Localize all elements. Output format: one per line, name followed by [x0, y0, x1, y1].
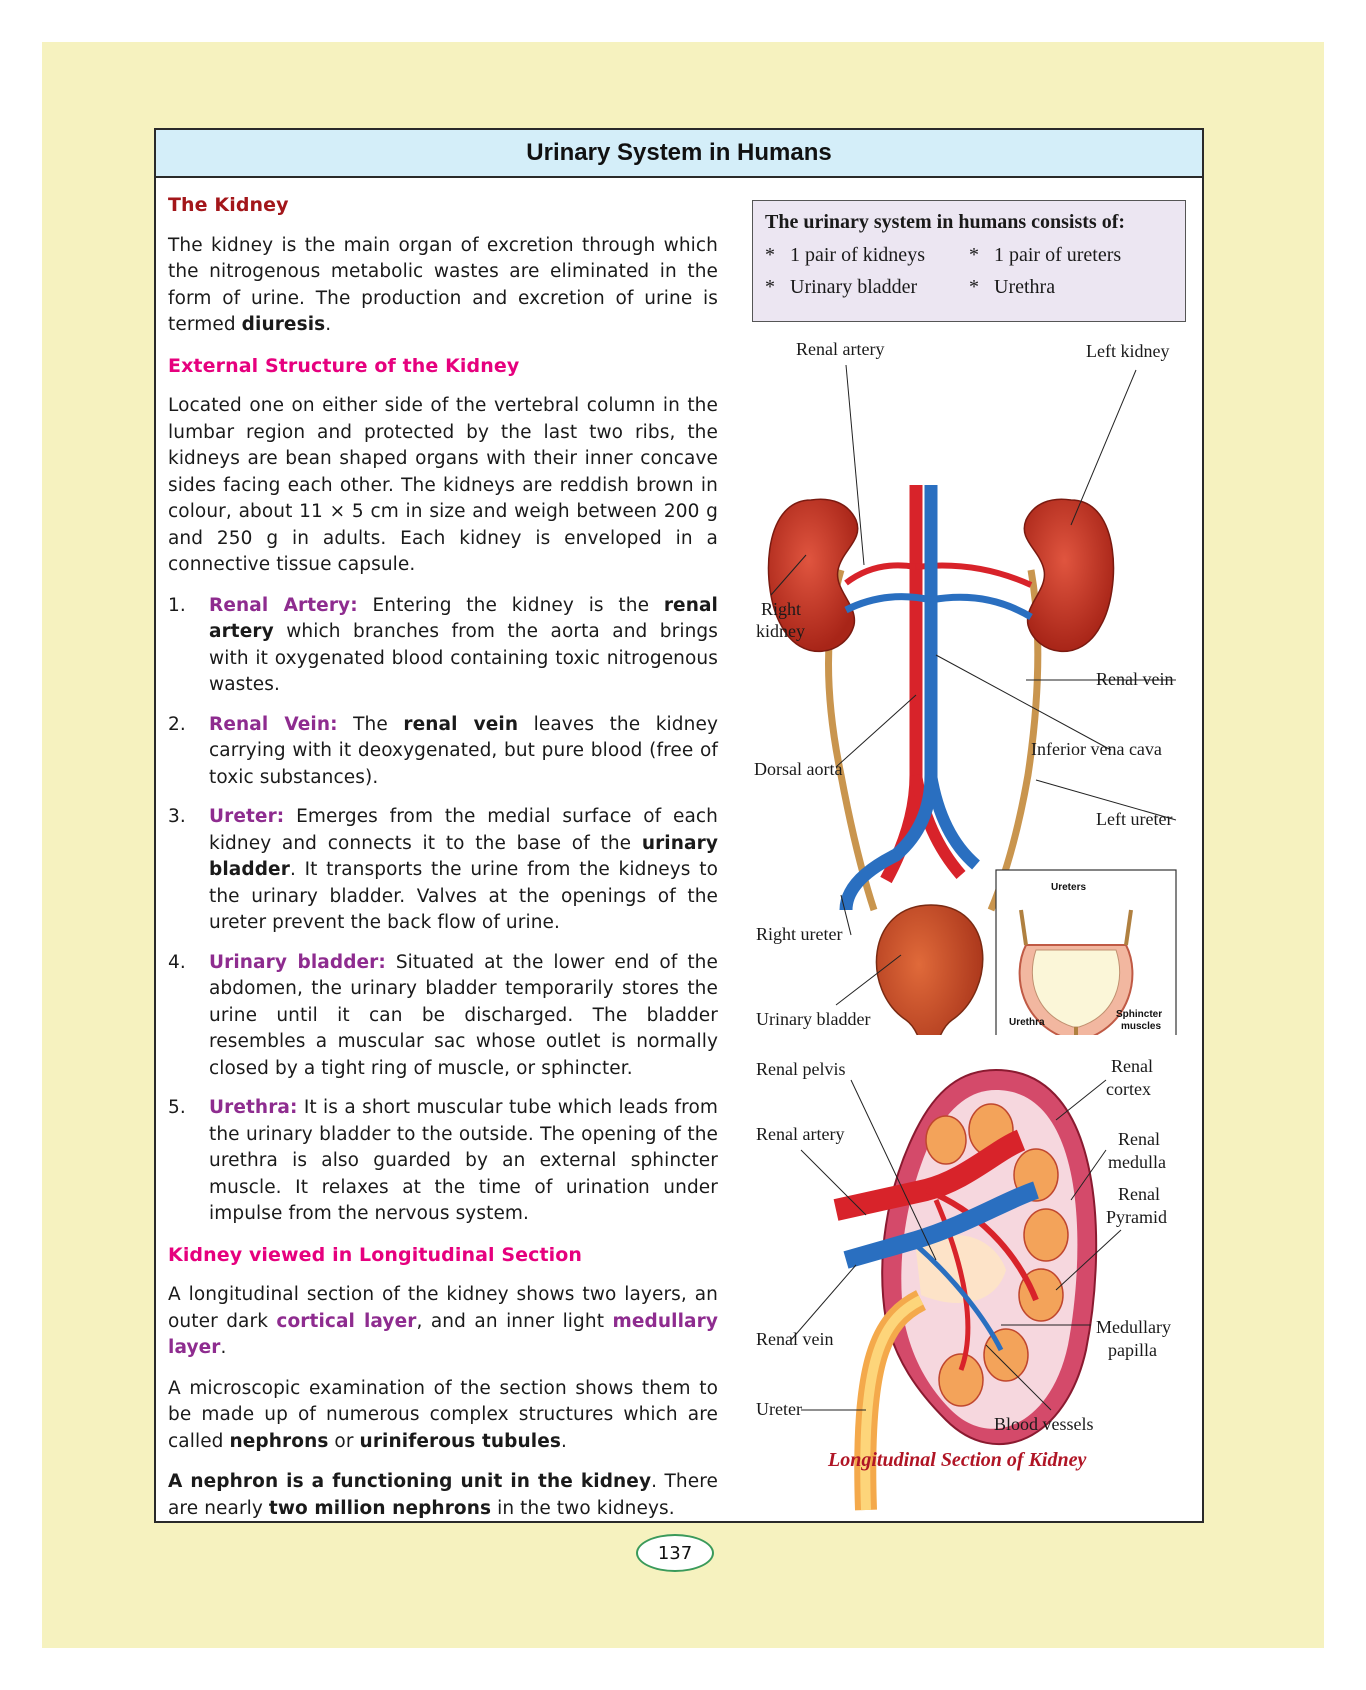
label-ureter: Ureter [756, 1399, 802, 1419]
content-frame [154, 128, 1204, 1523]
dorsal-aorta [886, 485, 916, 880]
label-left-kidney: Left kidney [1086, 341, 1170, 361]
label-renal-medulla-2: medulla [1108, 1152, 1166, 1172]
label-renal-pyramid-1: Renal [1118, 1184, 1160, 1204]
label-blood-vessels: Blood vessels [994, 1414, 1094, 1434]
inset-ureters-label: Ureters [1051, 882, 1087, 893]
ls-paragraph-2: A microscopic examination of the section shows them to be made up of numerous complex structures which are called nephrons or uriniferous tubules. [168, 1377, 718, 1452]
inset-sphincter-label-1: Sphincter [1116, 1009, 1163, 1020]
term-diuresis: diuresis [241, 314, 326, 335]
renal-pyramid [984, 1329, 1028, 1381]
label-inferior-vena-cava: Inferior vena cava [1031, 739, 1162, 759]
consists-box [752, 200, 1186, 322]
kidney-section-diagram [746, 1050, 1196, 1520]
label-right-ureter: Right ureter [756, 924, 843, 944]
consists-title: The urinary system in humans consists of: [765, 211, 1126, 233]
consists-item: * Urinary bladder [765, 276, 918, 298]
consists-item: * Urethra [969, 276, 1056, 298]
label-renal-cortex-1: Renal [1111, 1056, 1153, 1076]
label-renal-medulla-1: Renal [1118, 1129, 1160, 1149]
label-renal-pyramid-2: Pyramid [1106, 1207, 1167, 1227]
label-renal-vein: Renal vein [1096, 669, 1174, 689]
external-paragraph: Located one on either side of the vertebral column in the lumbar region and protected by the last two ribs, the kidneys are bean shaped organs with their inner concave sides facing each other. The kidneys are reddish brown in colour, about 11 × 5 cm in size and weigh between 200 g and 250 g in adults. Each kidney is enveloped in a connective tissue capsule. [168, 395, 718, 575]
label-left-ureter: Left ureter [1096, 809, 1173, 829]
heading-external-structure: External Structure of the Kidney [168, 354, 520, 377]
label-medullary-papilla-1: Medullary [1096, 1317, 1171, 1337]
list-item: 5. Urethra: It is a short muscular tube which leads from the urinary bladder to the outside. The opening of the urethra is also guarded by an external sphincter muscle. It relaxes at the time of urination under impulse from the nervous system. [168, 1097, 718, 1224]
label-dorsal-aorta: Dorsal aorta [754, 759, 843, 779]
label-renal-vein: Renal vein [756, 1329, 834, 1349]
list-item: 3. Ureter: Emerges from the medial surface of each kidney and connects it to the base of the urinary bladder. It transports the urine from the kidneys to the urinary bladder. Valves at the openings of the ureter prevent the back flow of urine. [168, 806, 718, 933]
renal-pyramid [1024, 1209, 1068, 1261]
page-title: Urinary System in Humans [156, 130, 1202, 178]
left-kidney [1024, 499, 1113, 651]
list-item: 2. Renal Vein: The renal vein leaves the kidney carrying with it deoxygenated, but pure blood (free of toxic substances). [168, 713, 718, 788]
label-renal-cortex-2: cortex [1106, 1079, 1151, 1099]
ls-paragraph-1: A longitudinal section of the kidney shows two layers, an outer dark cortical layer, and an inner light medullary layer. [168, 1284, 718, 1358]
label-right-kidney-2: kidney [756, 621, 805, 641]
label-urinary-bladder: Urinary bladder [756, 1009, 871, 1029]
heading-longitudinal-section: Kidney viewed in Longitudinal Section [168, 1243, 583, 1266]
label-right-kidney-1: Right [761, 599, 802, 619]
list-item: 4. Urinary bladder: Situated at the lower end of the abdomen, the urinary bladder temporarily stores the urine until it can be discharged. The bladder resembles a muscular sac whose outlet is normally closed by a tight ring of muscle, or sphincter. [168, 951, 718, 1079]
label-medullary-papilla-2: papilla [1108, 1340, 1157, 1360]
page-number: 137 [636, 1534, 714, 1572]
label-renal-artery: Renal artery [796, 339, 885, 359]
kidney-paragraph: The kidney is the main organ of excretion through which the nitrogenous metabolic wastes are eliminated in the form of urine. The production and excretion of urine is termed diuresis. [168, 234, 718, 335]
heading-the-kidney: The Kidney [168, 194, 289, 216]
label-renal-artery: Renal artery [756, 1124, 845, 1144]
caption-longitudinal-section: Longitudinal Section of Kidney [828, 1449, 1087, 1471]
renal-pyramid [926, 1116, 966, 1164]
inset-urethra-label: Urethra [1009, 1017, 1045, 1028]
consists-item: * 1 pair of kidneys [765, 244, 925, 266]
renal-pyramid [939, 1354, 983, 1406]
label-renal-pelvis: Renal pelvis [756, 1059, 846, 1079]
inset-sphincter-label-2: muscles [1121, 1021, 1162, 1032]
urinary-bladder [876, 905, 982, 1035]
main-text-column [168, 192, 718, 1536]
structure-list [168, 593, 718, 1228]
ls-paragraph-3: A nephron is a functioning unit in the kidney. There are nearly two million nephrons in the two kidneys. [168, 1471, 718, 1519]
urinary-system-diagram [746, 335, 1196, 1035]
list-item: 1. Renal Artery: Entering the kidney is the renal artery which branches from the aorta and brings with it oxygenated blood containing toxic nitrogenous wastes. [168, 594, 718, 695]
consists-item: * 1 pair of ureters [969, 244, 1122, 266]
